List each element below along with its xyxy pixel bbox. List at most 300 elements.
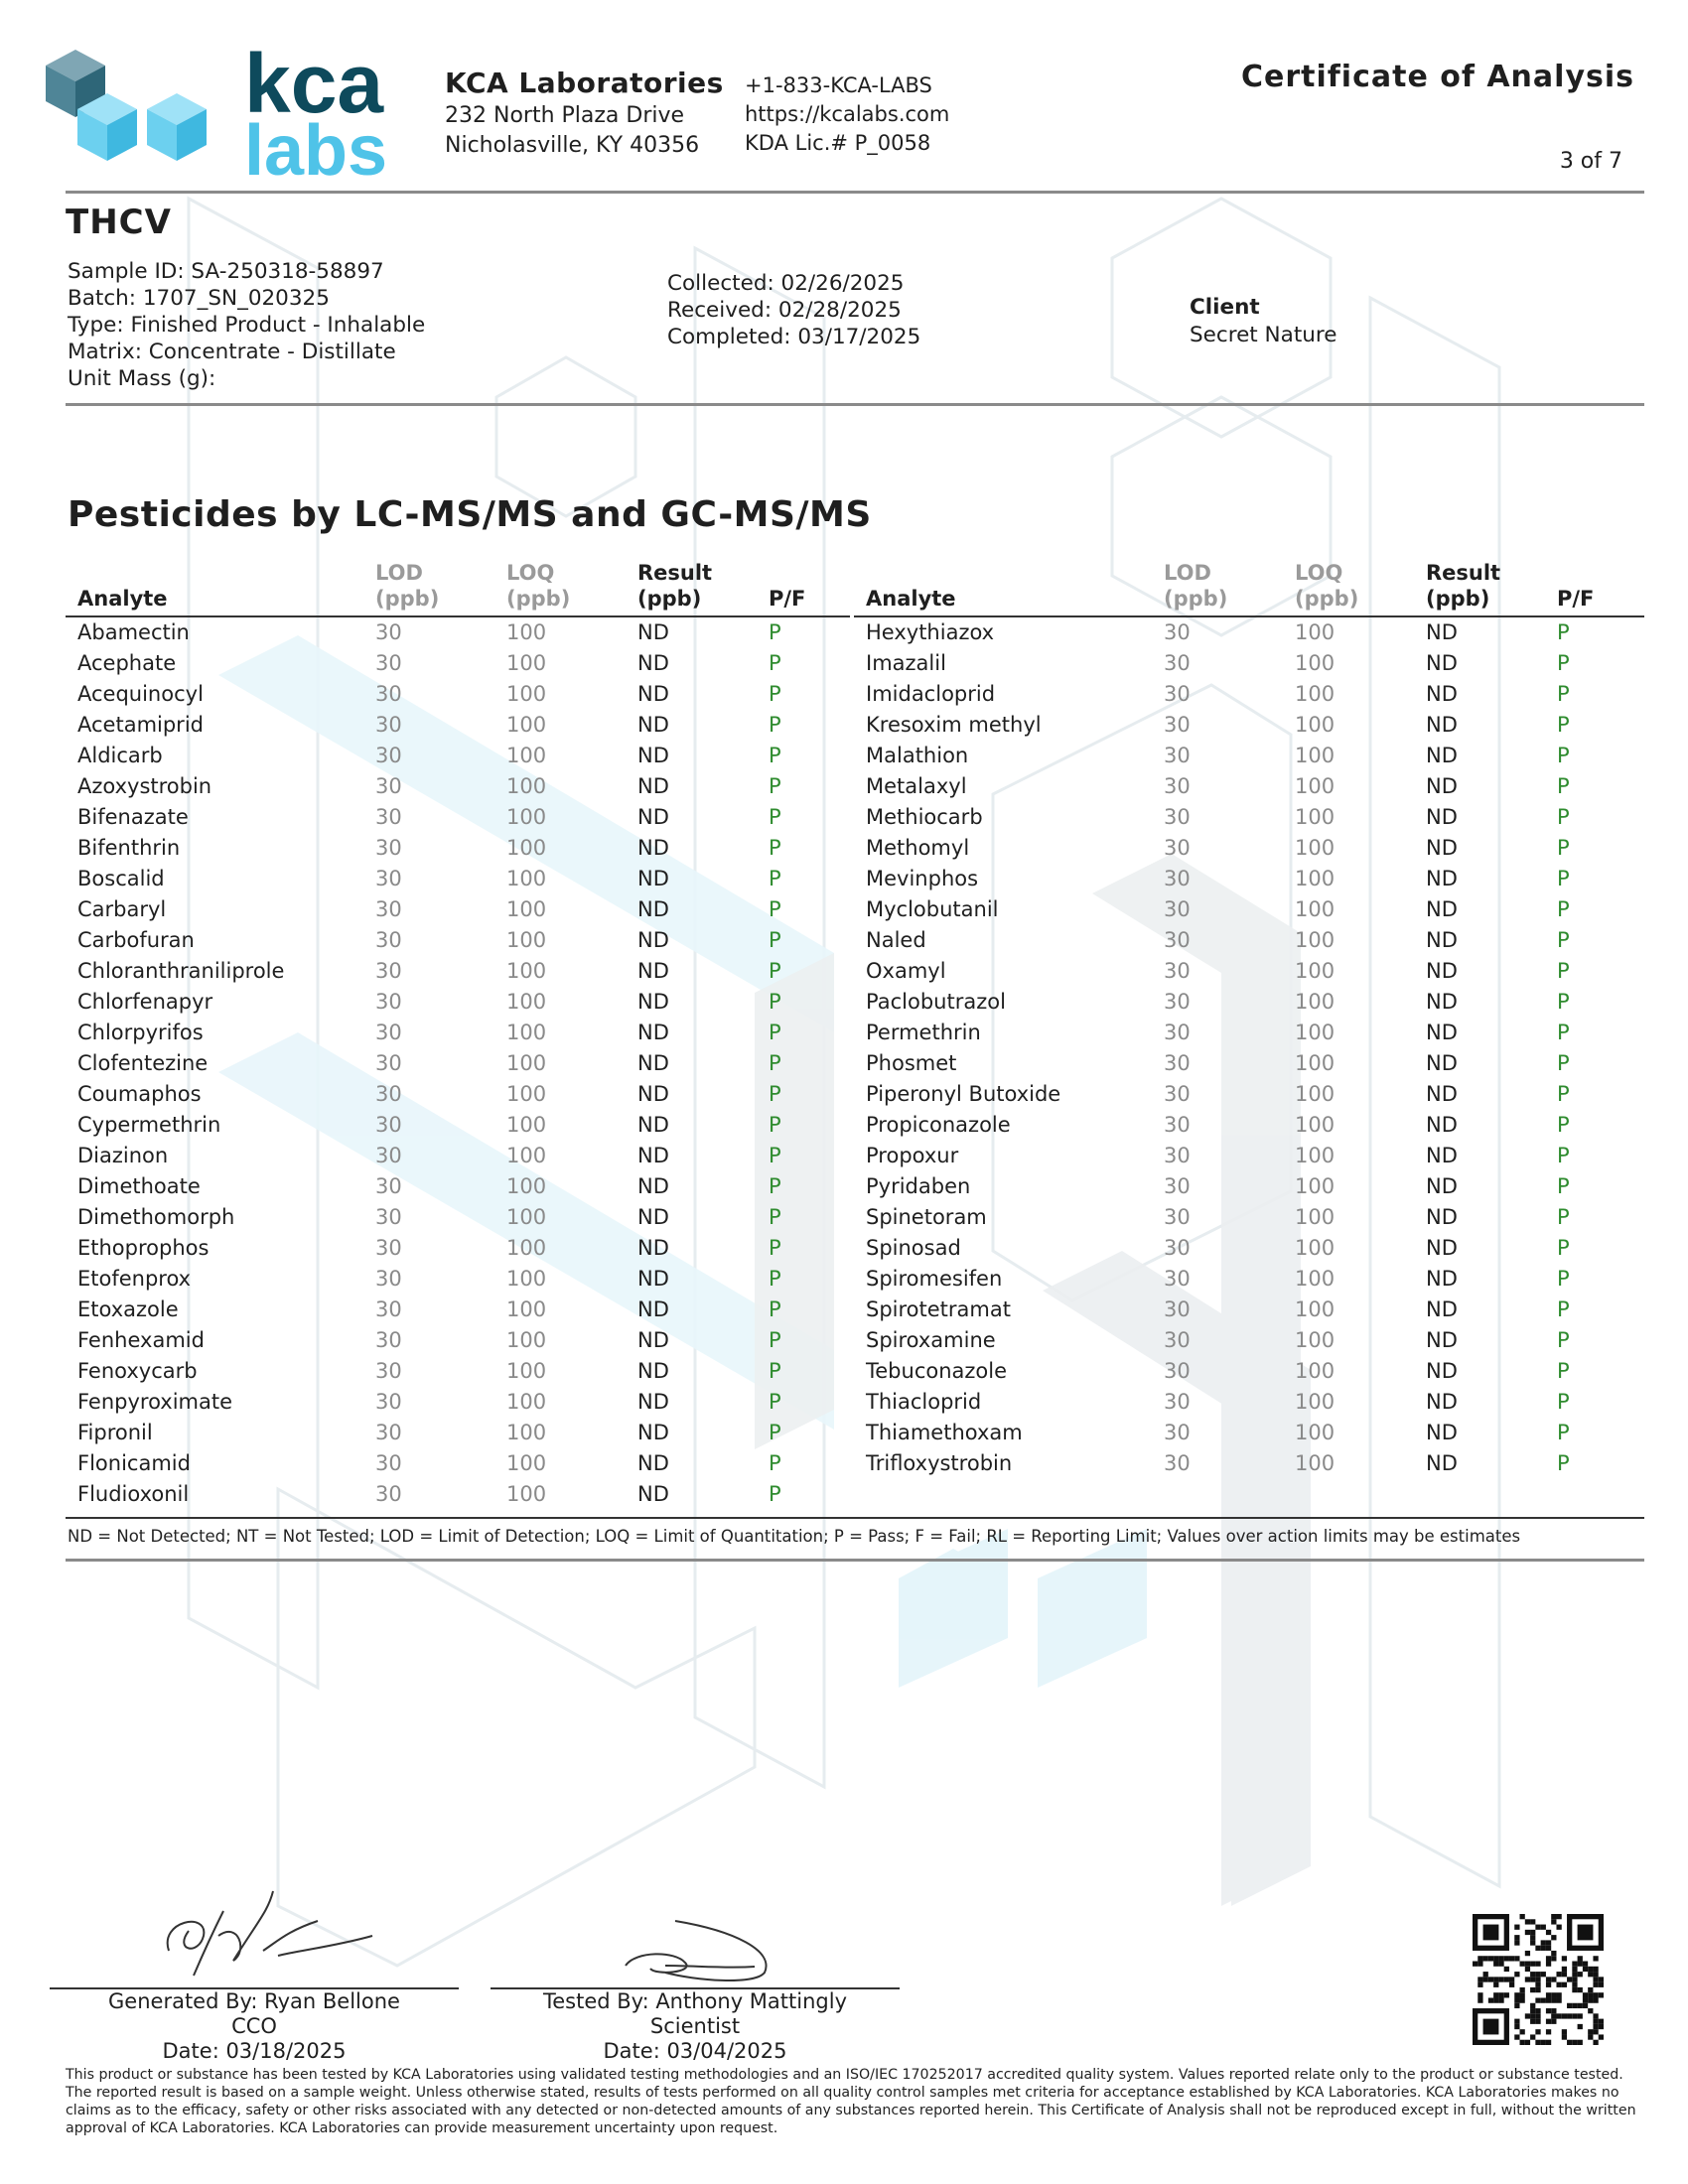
result-cell: ND	[637, 1021, 669, 1044]
header-lod-unit: (ppb)	[1164, 587, 1228, 611]
result-cell: ND	[1426, 713, 1458, 737]
header-pf: P/F	[1557, 587, 1595, 611]
pass-fail-cell: P	[1557, 928, 1570, 952]
analyte-cell: Acequinocyl	[77, 682, 204, 706]
pass-fail-cell: P	[1557, 1451, 1570, 1475]
pass-fail-cell: P	[769, 1390, 781, 1414]
qr-code-icon[interactable]	[1473, 1914, 1604, 2045]
result-cell: ND	[1426, 1051, 1458, 1075]
loq-cell: 100	[506, 1421, 547, 1444]
lod-cell: 30	[1164, 836, 1191, 860]
lab-name: KCA Laboratories	[445, 67, 724, 99]
lod-cell: 30	[1164, 805, 1191, 829]
loq-cell: 100	[506, 1021, 547, 1044]
logo-labs-text: labs	[244, 111, 388, 187]
analyte-cell: Malathion	[866, 744, 969, 767]
lod-cell: 30	[1164, 1328, 1191, 1352]
pass-fail-cell: P	[1557, 1359, 1570, 1383]
analyte-cell: Oxamyl	[866, 959, 946, 983]
pass-fail-cell: P	[1557, 1205, 1570, 1229]
lod-cell: 30	[375, 1021, 402, 1044]
pass-fail-cell: P	[769, 867, 781, 890]
analyte-cell: Acetamiprid	[77, 713, 204, 737]
pass-fail-cell: P	[1557, 1082, 1570, 1106]
table-row	[854, 710, 1644, 741]
lod-cell: 30	[1164, 1174, 1191, 1198]
lab-address-line1: 232 North Plaza Drive	[445, 103, 685, 128]
table-row	[854, 1171, 1644, 1202]
pass-fail-cell: P	[769, 1082, 781, 1106]
pass-fail-cell: P	[769, 1144, 781, 1167]
page-number: 3 of 7	[1559, 149, 1622, 174]
analyte-cell: Thiamethoxam	[866, 1421, 1023, 1444]
lod-cell: 30	[375, 928, 402, 952]
sample-info-block	[68, 258, 425, 392]
table-row	[66, 864, 850, 894]
pass-fail-cell: P	[1557, 620, 1570, 644]
pass-fail-cell: P	[1557, 1144, 1570, 1167]
lod-cell: 30	[375, 682, 402, 706]
batch: Batch: 1707_SN_020325	[68, 286, 330, 311]
analyte-cell: Myclobutanil	[866, 897, 999, 921]
table-row	[66, 710, 850, 741]
loq-cell: 100	[506, 1236, 547, 1260]
loq-cell: 100	[506, 928, 547, 952]
analyte-cell: Paclobutrazol	[866, 990, 1006, 1014]
analyte-cell: Cypermethrin	[77, 1113, 221, 1137]
analyte-cell: Methomyl	[866, 836, 970, 860]
table-row	[854, 771, 1644, 802]
loq-cell: 100	[1295, 1051, 1336, 1075]
generated-by-block	[50, 1989, 459, 2064]
header-result	[1426, 560, 1557, 616]
lab-address-block	[445, 66, 724, 161]
logo-kca-text: kca	[244, 38, 384, 130]
lod-cell: 30	[1164, 990, 1191, 1014]
generated-by-signature	[149, 1881, 377, 1990]
analyte-cell: Propoxur	[866, 1144, 959, 1167]
lod-cell: 30	[375, 1297, 402, 1321]
result-cell: ND	[637, 1482, 669, 1506]
tested-by-name: Tested By: Anthony Mattingly	[542, 1989, 847, 2013]
pass-fail-cell: P	[1557, 990, 1570, 1014]
lod-cell: 30	[1164, 744, 1191, 767]
table-row	[66, 894, 850, 925]
table-row	[854, 1295, 1644, 1325]
pass-fail-cell: P	[769, 836, 781, 860]
loq-cell: 100	[506, 774, 547, 798]
table-row	[66, 1356, 850, 1387]
table-row	[66, 956, 850, 987]
loq-cell: 100	[1295, 1113, 1336, 1137]
table-row	[854, 1202, 1644, 1233]
disclaimer-text: This product or substance has been tested by KCA Laboratories using validated testing methodologies and an ISO/IEC 170252017 accredited quality system. Values reported relate only to the product or substance tested. The reported result is based on a sample weight. Unless otherwise stated, results of tests performed on all quality control samples met criteria for acceptance established by KCA Laboratories. KCA Laboratories makes no claims as to the efficacy, safety or other risks associated with any detected or non-detected amounts of any substances reported herein. This Certificate of Analysis shall not be reproduced except in full, without the written approval of KCA Laboratories. KCA Laboratories can provide measurement uncertainty upon request.	[66, 2067, 1636, 2136]
loq-cell: 100	[506, 1451, 547, 1475]
lod-cell: 30	[1164, 1113, 1191, 1137]
pass-fail-cell: P	[769, 1359, 781, 1383]
lod-cell: 30	[1164, 1082, 1191, 1106]
pass-fail-cell: P	[1557, 805, 1570, 829]
lod-cell: 30	[1164, 1205, 1191, 1229]
result-cell: ND	[637, 1390, 669, 1414]
result-cell: ND	[637, 620, 669, 644]
header-lod	[375, 560, 506, 616]
loq-cell: 100	[506, 651, 547, 675]
result-cell: ND	[1426, 1021, 1458, 1044]
loq-cell: 100	[506, 959, 547, 983]
client-block	[1190, 294, 1336, 349]
result-cell: ND	[637, 1051, 669, 1075]
loq-cell: 100	[1295, 1205, 1336, 1229]
analyte-cell: Fludioxonil	[77, 1482, 190, 1506]
loq-cell: 100	[506, 1144, 547, 1167]
loq-cell: 100	[506, 1051, 547, 1075]
analyte-cell: Etoxazole	[77, 1297, 179, 1321]
analyte-cell: Chloranthraniliprole	[77, 959, 285, 983]
legend-divider	[66, 1559, 1644, 1562]
lod-cell: 30	[1164, 1144, 1191, 1167]
loq-cell: 100	[506, 1297, 547, 1321]
table-row	[66, 1110, 850, 1141]
table-row	[66, 1202, 850, 1233]
analyte-cell: Fipronil	[77, 1421, 153, 1444]
lod-cell: 30	[375, 1113, 402, 1137]
loq-cell: 100	[506, 1113, 547, 1137]
analyte-cell: Spirotetramat	[866, 1297, 1011, 1321]
analyte-cell: Coumaphos	[77, 1082, 202, 1106]
table-row	[66, 1418, 850, 1448]
loq-cell: 100	[506, 1205, 547, 1229]
analyte-cell: Fenpyroximate	[77, 1390, 233, 1414]
analyte-cell: Propiconazole	[866, 1113, 1011, 1137]
lod-cell: 30	[375, 1451, 402, 1475]
table-row	[854, 1325, 1644, 1356]
result-cell: ND	[1426, 1267, 1458, 1291]
sample-type: Type: Finished Product - Inhalable	[68, 313, 426, 338]
product-name: THCV	[66, 203, 172, 242]
lod-cell: 30	[375, 620, 402, 644]
table-row	[854, 925, 1644, 956]
analyte-cell: Bifenthrin	[77, 836, 181, 860]
loq-cell: 100	[1295, 713, 1336, 737]
analyte-cell: Carbofuran	[77, 928, 195, 952]
pass-fail-cell: P	[769, 620, 781, 644]
completed-date: Completed: 03/17/2025	[667, 325, 921, 349]
result-cell: ND	[637, 744, 669, 767]
table-row	[66, 1018, 850, 1048]
table-row	[66, 1048, 850, 1079]
loq-cell: 100	[506, 805, 547, 829]
header-divider	[66, 191, 1644, 194]
analyte-cell: Carbaryl	[77, 897, 167, 921]
loq-cell: 100	[1295, 1021, 1336, 1044]
table-row	[854, 1418, 1644, 1448]
loq-cell: 100	[506, 620, 547, 644]
lod-cell: 30	[1164, 651, 1191, 675]
pass-fail-cell: P	[1557, 836, 1570, 860]
collected-date: Collected: 02/26/2025	[667, 271, 905, 296]
client-name: Secret Nature	[1190, 323, 1337, 347]
result-cell: ND	[637, 1267, 669, 1291]
table-row	[854, 956, 1644, 987]
table-row	[66, 1171, 850, 1202]
pass-fail-cell: P	[769, 897, 781, 921]
analyte-cell: Etofenprox	[77, 1267, 192, 1291]
result-cell: ND	[1426, 1297, 1458, 1321]
table-row	[854, 1110, 1644, 1141]
result-cell: ND	[637, 1144, 669, 1167]
result-cell: ND	[1426, 990, 1458, 1014]
analyte-cell: Pyridaben	[866, 1174, 971, 1198]
pass-fail-cell: P	[1557, 1328, 1570, 1352]
generated-by-date: Date: 03/18/2025	[162, 2039, 347, 2063]
table-row	[66, 1141, 850, 1171]
lod-cell: 30	[1164, 1421, 1191, 1444]
lod-cell: 30	[1164, 1051, 1191, 1075]
analyte-cell: Boscalid	[77, 867, 165, 890]
client-label: Client	[1190, 295, 1260, 320]
pass-fail-cell: P	[1557, 744, 1570, 767]
table-row	[854, 1233, 1644, 1264]
pass-fail-cell: P	[1557, 1021, 1570, 1044]
result-cell: ND	[1426, 1082, 1458, 1106]
abbreviation-legend: ND = Not Detected; NT = Not Tested; LOD = Limit of Detection; LOQ = Limit of Quantitation; P = Pass; F = Fail; RL = Reporting Limit; Values over action limits may be estimates	[68, 1527, 1521, 1546]
lod-cell: 30	[1164, 1021, 1191, 1044]
lod-cell: 30	[1164, 959, 1191, 983]
lod-cell: 30	[375, 1144, 402, 1167]
table-row	[854, 1018, 1644, 1048]
loq-cell: 100	[1295, 1144, 1336, 1167]
loq-cell: 100	[506, 1390, 547, 1414]
analyte-cell: Chlorfenapyr	[77, 990, 213, 1014]
table-row	[66, 1387, 850, 1418]
header-analyte: Analyte	[866, 587, 956, 611]
document-title: Certificate of Analysis	[1240, 60, 1634, 94]
header-loq	[1295, 560, 1426, 616]
loq-cell: 100	[1295, 651, 1336, 675]
sample-matrix: Matrix: Concentrate - Distillate	[68, 340, 396, 364]
pass-fail-cell: P	[1557, 1174, 1570, 1198]
table-row	[854, 741, 1644, 771]
table-row	[66, 1233, 850, 1264]
analyte-cell: Abamectin	[77, 620, 190, 644]
pass-fail-cell: P	[769, 805, 781, 829]
loq-cell: 100	[1295, 928, 1336, 952]
lod-cell: 30	[375, 713, 402, 737]
table-row	[854, 894, 1644, 925]
header-loq-label: LOQ	[1295, 561, 1343, 585]
result-cell: ND	[1426, 959, 1458, 983]
sample-id: Sample ID: SA-250318-58897	[68, 259, 384, 284]
pass-fail-cell: P	[1557, 1421, 1570, 1444]
lod-cell: 30	[375, 744, 402, 767]
result-cell: ND	[637, 1174, 669, 1198]
pass-fail-cell: P	[769, 1482, 781, 1506]
result-cell: ND	[1426, 1328, 1458, 1352]
lod-cell: 30	[375, 1205, 402, 1229]
analyte-cell: Acephate	[77, 651, 177, 675]
unit-mass: Unit Mass (g):	[68, 366, 216, 391]
table-row	[854, 648, 1644, 679]
analyte-cell: Imidacloprid	[866, 682, 996, 706]
loq-cell: 100	[506, 1328, 547, 1352]
pass-fail-cell: P	[769, 1421, 781, 1444]
pass-fail-cell: P	[1557, 1113, 1570, 1137]
analyte-cell: Dimethomorph	[77, 1205, 235, 1229]
result-cell: ND	[637, 1328, 669, 1352]
loq-cell: 100	[1295, 744, 1336, 767]
result-cell: ND	[1426, 1236, 1458, 1260]
result-cell: ND	[1426, 1421, 1458, 1444]
table-row	[854, 679, 1644, 710]
result-cell: ND	[637, 1359, 669, 1383]
loq-cell: 100	[1295, 1082, 1336, 1106]
result-cell: ND	[637, 990, 669, 1014]
lod-cell: 30	[1164, 1297, 1191, 1321]
pass-fail-cell: P	[769, 1205, 781, 1229]
analyte-cell: Chlorpyrifos	[77, 1021, 204, 1044]
pass-fail-cell: P	[769, 1021, 781, 1044]
result-cell: ND	[637, 836, 669, 860]
header-loq-unit: (ppb)	[1295, 587, 1359, 611]
result-cell: ND	[637, 805, 669, 829]
header-result-label: Result	[1426, 561, 1501, 585]
header-loq-unit: (ppb)	[506, 587, 571, 611]
header-result-unit: (ppb)	[1426, 587, 1490, 611]
loq-cell: 100	[506, 1359, 547, 1383]
pass-fail-cell: P	[769, 651, 781, 675]
loq-cell: 100	[1295, 1359, 1336, 1383]
result-cell: ND	[1426, 897, 1458, 921]
lod-cell: 30	[375, 1236, 402, 1260]
lod-cell: 30	[1164, 713, 1191, 737]
lod-cell: 30	[375, 651, 402, 675]
result-cell: ND	[637, 1236, 669, 1260]
table-row	[66, 1479, 850, 1510]
lod-cell: 30	[375, 990, 402, 1014]
table-bottom-divider	[66, 1517, 1644, 1519]
lod-cell: 30	[1164, 1236, 1191, 1260]
analyte-cell: Phosmet	[866, 1051, 957, 1075]
analyte-cell: Fenoxycarb	[77, 1359, 198, 1383]
lod-cell: 30	[1164, 1267, 1191, 1291]
table-row	[854, 864, 1644, 894]
pass-fail-cell: P	[769, 713, 781, 737]
lod-cell: 30	[375, 959, 402, 983]
loq-cell: 100	[1295, 867, 1336, 890]
table-row	[66, 802, 850, 833]
result-cell: ND	[1426, 867, 1458, 890]
lod-cell: 30	[375, 774, 402, 798]
analyte-cell: Thiacloprid	[866, 1390, 982, 1414]
lod-cell: 30	[375, 867, 402, 890]
loq-cell: 100	[1295, 682, 1336, 706]
lab-website[interactable]: https://kcalabs.com	[745, 102, 950, 126]
loq-cell: 100	[506, 867, 547, 890]
lod-cell: 30	[375, 1328, 402, 1352]
table-row	[854, 1356, 1644, 1387]
analyte-cell: Spinosad	[866, 1236, 961, 1260]
header-analyte: Analyte	[77, 587, 168, 611]
loq-cell: 100	[506, 1482, 547, 1506]
logo-cubes-icon	[40, 38, 407, 187]
analyte-cell: Diazinon	[77, 1144, 169, 1167]
loq-cell: 100	[1295, 620, 1336, 644]
table-row	[854, 987, 1644, 1018]
pass-fail-cell: P	[769, 1297, 781, 1321]
result-cell: ND	[637, 1421, 669, 1444]
result-cell: ND	[637, 1082, 669, 1106]
table-row	[854, 1387, 1644, 1418]
analyte-cell: Tebuconazole	[866, 1359, 1008, 1383]
loq-cell: 100	[1295, 836, 1336, 860]
table-row	[66, 925, 850, 956]
section-title: Pesticides by LC-MS/MS and GC-MS/MS	[68, 494, 872, 535]
received-date: Received: 02/28/2025	[667, 298, 902, 323]
lod-cell: 30	[375, 836, 402, 860]
result-cell: ND	[637, 651, 669, 675]
pesticides-table-left	[66, 560, 850, 1510]
result-cell: ND	[637, 1205, 669, 1229]
table-row	[66, 833, 850, 864]
analyte-cell: Naled	[866, 928, 926, 952]
pass-fail-cell: P	[769, 1174, 781, 1198]
analyte-cell: Aldicarb	[77, 744, 163, 767]
header-result	[637, 560, 769, 616]
lod-cell: 30	[1164, 1451, 1191, 1475]
table-row	[854, 616, 1644, 648]
lod-cell: 30	[1164, 682, 1191, 706]
lod-cell: 30	[375, 1390, 402, 1414]
pass-fail-cell: P	[1557, 1236, 1570, 1260]
lod-cell: 30	[375, 1082, 402, 1106]
pass-fail-cell: P	[1557, 1390, 1570, 1414]
lab-contact-block	[745, 71, 949, 158]
pass-fail-cell: P	[769, 928, 781, 952]
table-row	[854, 833, 1644, 864]
analyte-cell: Flonicamid	[77, 1451, 191, 1475]
kca-labs-logo	[40, 38, 407, 187]
analyte-cell: Spiroxamine	[866, 1328, 996, 1352]
result-cell: ND	[1426, 1359, 1458, 1383]
result-cell: ND	[1426, 774, 1458, 798]
lod-cell: 30	[375, 1482, 402, 1506]
header-lod-label: LOD	[375, 561, 423, 585]
pass-fail-cell: P	[769, 1051, 781, 1075]
table-row	[854, 1141, 1644, 1171]
pass-fail-cell: P	[769, 1451, 781, 1475]
loq-cell: 100	[1295, 1174, 1336, 1198]
result-cell: ND	[637, 897, 669, 921]
pass-fail-cell: P	[769, 744, 781, 767]
table-row	[66, 741, 850, 771]
header-lod	[1164, 560, 1295, 616]
result-cell: ND	[1426, 682, 1458, 706]
loq-cell: 100	[1295, 774, 1336, 798]
result-cell: ND	[1426, 1451, 1458, 1475]
pass-fail-cell: P	[769, 682, 781, 706]
loq-cell: 100	[506, 1267, 547, 1291]
result-cell: ND	[1426, 651, 1458, 675]
pass-fail-cell: P	[1557, 897, 1570, 921]
result-cell: ND	[637, 959, 669, 983]
loq-cell: 100	[1295, 990, 1336, 1014]
analyte-cell: Ethoprophos	[77, 1236, 210, 1260]
header-pf: P/F	[769, 587, 806, 611]
pass-fail-cell: P	[769, 1113, 781, 1137]
lod-cell: 30	[375, 1421, 402, 1444]
sample-divider	[66, 403, 1644, 406]
